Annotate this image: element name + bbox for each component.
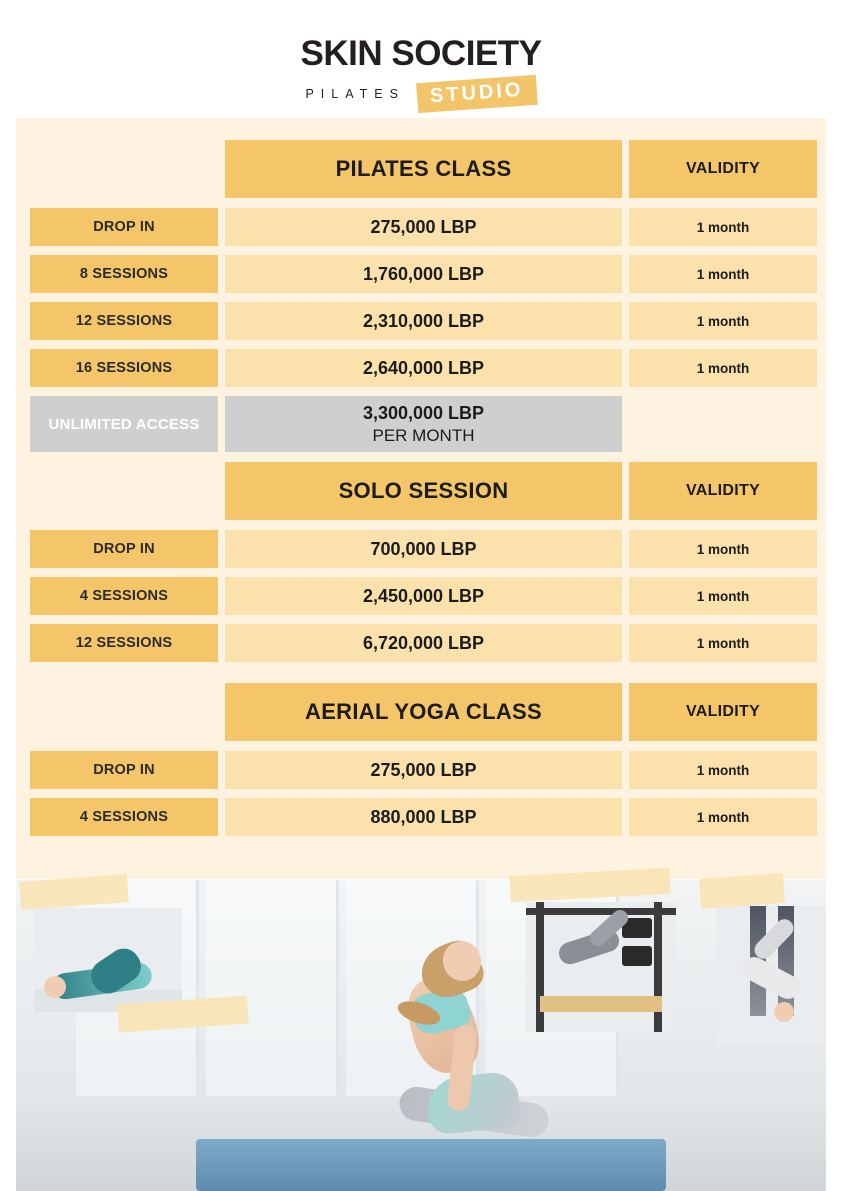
unlimited-validity-spacer [629,396,817,452]
reformer-bench [540,996,662,1012]
unlimited-access-row [16,396,826,452]
row-price: 1,760,000 LBP [225,255,622,293]
section-header-row [16,683,826,741]
table-row [16,751,826,789]
inset-head [774,1002,794,1022]
price-table [16,140,826,845]
section-spacer [16,671,826,683]
row-price: 2,310,000 LBP [225,302,622,340]
table-row [16,530,826,568]
reformer-frame [654,902,662,1032]
row-price: 6,720,000 LBP [225,624,622,662]
table-row [16,624,826,662]
table-row [16,255,826,293]
photo-collage [16,880,826,1191]
unlimited-label: UNLIMITED ACCESS [30,396,218,452]
header-spacer [30,462,218,520]
table-row [16,349,826,387]
validity-header-aerial: VALIDITY [629,683,817,741]
brand-name: SKIN SOCIETY [300,34,542,73]
brand-studio-tape: STUDIO [416,75,537,113]
table-row [16,577,826,615]
row-validity: 1 month [629,751,817,789]
row-price: 880,000 LBP [225,798,622,836]
row-price: 275,000 LBP [225,751,622,789]
washi-tape [699,873,785,909]
table-row [16,798,826,836]
inset-body [738,953,804,1003]
validity-header-pilates: VALIDITY [629,140,817,198]
reformer-frame [526,908,676,915]
row-label: 12 SESSIONS [30,624,218,662]
header-spacer [30,140,218,198]
row-label: DROP IN [30,208,218,246]
photo-inset-bridge-pose [34,908,182,1012]
row-price: 700,000 LBP [225,530,622,568]
inset-head [44,976,66,998]
row-label: DROP IN [30,751,218,789]
reformer-frame [536,902,544,1032]
row-price: 275,000 LBP [225,208,622,246]
header-spacer [30,683,218,741]
table-row [16,302,826,340]
section-title-aerial: AERIAL YOGA CLASS [225,683,622,741]
row-validity: 1 month [629,798,817,836]
row-validity: 1 month [629,624,817,662]
section-header-row [16,462,826,520]
figure-front-leg [424,1070,521,1135]
brand-subtitle: PILATES [305,87,405,101]
brand-logo [0,34,842,109]
row-label: 4 SESSIONS [30,798,218,836]
table-row [16,208,826,246]
photo-inset-reformer [526,902,676,1032]
photo-inset-aerial-yoga [716,906,826,1046]
brand-subrow [0,79,842,109]
section-header-row [16,140,826,198]
row-label: DROP IN [30,530,218,568]
row-label: 8 SESSIONS [30,255,218,293]
unlimited-price-period: PER MONTH [372,425,475,445]
row-label: 12 SESSIONS [30,302,218,340]
row-validity: 1 month [629,255,817,293]
section-title-pilates: PILATES CLASS [225,140,622,198]
row-validity: 1 month [629,302,817,340]
row-validity: 1 month [629,349,817,387]
row-label: 4 SESSIONS [30,577,218,615]
section-title-solo: SOLO SESSION [225,462,622,520]
row-validity: 1 month [629,577,817,615]
row-price: 2,450,000 LBP [225,577,622,615]
row-validity: 1 month [629,530,817,568]
row-validity: 1 month [629,208,817,246]
unlimited-price: 3,300,000 LBP [362,403,485,424]
reformer-pad [622,946,652,966]
unlimited-price-cell [225,396,622,452]
validity-header-solo: VALIDITY [629,462,817,520]
row-price: 2,640,000 LBP [225,349,622,387]
row-label: 16 SESSIONS [30,349,218,387]
